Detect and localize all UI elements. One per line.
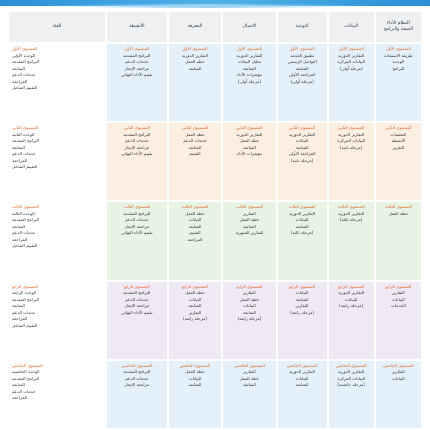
cell-line: التقييم bbox=[189, 230, 201, 236]
cell-line: (مرحلة رابعة) bbox=[237, 316, 262, 322]
cell-line: التقييم الشامل bbox=[12, 85, 38, 90]
cell-line: البرامج المقدمة bbox=[123, 52, 151, 58]
cell-heading: المستوى الأول bbox=[385, 46, 412, 51]
cell-line: التقارير الدورية bbox=[236, 52, 263, 58]
header-b: المعرفة bbox=[169, 12, 221, 42]
cell-heading: المستوى الثاني bbox=[236, 125, 263, 131]
cell-line: التقييم الشامل bbox=[12, 164, 38, 170]
cell-line: التقارير الدورية bbox=[181, 52, 208, 58]
cell-system bbox=[376, 361, 421, 428]
cell-line: تقييم الأداء النهائي bbox=[121, 72, 153, 77]
cell-heading: المستوى الثاني bbox=[385, 125, 412, 131]
cell-line: البيانات bbox=[295, 290, 309, 296]
header-who: التوعية bbox=[278, 12, 327, 42]
cell-line: المراجعة bbox=[187, 236, 203, 242]
cell-line: المتابعة bbox=[295, 65, 309, 71]
cell-heading: المستوى الأول bbox=[289, 46, 315, 51]
cell-line: الوحدة الأولى bbox=[12, 52, 36, 58]
cell-line: (مرحلة ثالثة) bbox=[339, 217, 363, 223]
cell-heading: المستوى الثاني bbox=[12, 125, 39, 131]
cell-content bbox=[226, 46, 272, 85]
cell-line: التقييم الشامل bbox=[12, 243, 38, 249]
cell-line: خدمات الدعم bbox=[183, 138, 207, 144]
cell-heading: المستوى الثاني bbox=[288, 125, 316, 131]
cell-line: تقييم الأداء النهائي bbox=[121, 309, 153, 315]
banner-swoosh bbox=[40, 4, 370, 8]
cell-t bbox=[107, 123, 167, 200]
cell-heading: المستوى الخامس bbox=[286, 362, 318, 368]
cell-heading: المستوى الثاني bbox=[181, 125, 209, 131]
cell-line: المتابعة bbox=[295, 223, 309, 229]
cell-line: خدمات الدعم bbox=[12, 72, 36, 77]
cell-content bbox=[332, 363, 371, 389]
cell-heading: المستوى الثالث bbox=[288, 204, 316, 210]
cell-line: المتابعة bbox=[188, 144, 202, 150]
cell-line: التواصل الرسمي bbox=[287, 59, 317, 64]
cell-mid bbox=[223, 202, 275, 279]
cell-line: المتابعة bbox=[12, 65, 25, 71]
cell-line: التقارير bbox=[188, 309, 202, 315]
cell-content bbox=[110, 363, 164, 389]
cell-heading: المستوى الأول bbox=[236, 46, 263, 51]
cell-heading: المستوى الثالث bbox=[235, 204, 263, 210]
cell-heading: المستوى الرابع bbox=[289, 283, 316, 289]
cell-t bbox=[107, 282, 167, 359]
cell-line: تقييم الأداء النهائي bbox=[121, 230, 153, 236]
cell-line: تقييم الأداء النهائي bbox=[121, 151, 153, 157]
cell-line: خدمات الدعم bbox=[125, 375, 149, 381]
cell-line: البيانات bbox=[188, 296, 202, 302]
table-row bbox=[9, 361, 421, 428]
cell-line: البرامج المقدمة bbox=[12, 296, 40, 302]
cell-line: البيانات bbox=[344, 296, 358, 302]
cell-content bbox=[226, 125, 272, 157]
cell-who bbox=[278, 123, 327, 200]
cell-k bbox=[9, 282, 105, 359]
cell-line: المتابعة bbox=[12, 144, 25, 150]
cell-content bbox=[12, 125, 102, 170]
cell-content bbox=[172, 46, 218, 72]
cell-content bbox=[332, 125, 371, 151]
header-system: النظام الأداء الصحة والبرامج bbox=[376, 12, 421, 42]
cell-line: الأنشطة bbox=[391, 138, 406, 144]
cell-content bbox=[12, 363, 102, 402]
cell-line: المتابعة bbox=[295, 144, 309, 150]
cell-line: البرامج المقدمة bbox=[123, 131, 151, 137]
cell-heading: المستوى الثالث bbox=[181, 204, 209, 210]
cell-line: التقارير bbox=[392, 290, 405, 296]
cell-line: خدمات الدعم bbox=[12, 309, 36, 315]
cell-content bbox=[281, 204, 324, 236]
cell-line: خدمات الدعم bbox=[12, 151, 36, 157]
cell-line: المتابعة bbox=[243, 144, 256, 150]
cell-line: المتابعة bbox=[188, 382, 202, 388]
cell-t bbox=[107, 202, 167, 279]
cell-content bbox=[172, 284, 218, 323]
cell-heading: المستوى الأول bbox=[124, 46, 150, 51]
cell-heading: المستوى الثاني bbox=[123, 125, 150, 131]
cell-line: المراجعة الأولى bbox=[288, 72, 316, 77]
cell-line: طريقة الاستفادة bbox=[384, 52, 413, 58]
cell-line: المتابعة bbox=[243, 382, 256, 388]
table-row bbox=[9, 282, 421, 359]
cell-data bbox=[329, 44, 374, 121]
cell-line: المتابعة bbox=[243, 309, 256, 315]
cell-line: مراجعة الإنجاز bbox=[124, 223, 150, 229]
cell-line: خطة العمل bbox=[185, 369, 205, 375]
cell-content bbox=[110, 204, 164, 236]
cell-heading: المستوى الرابع bbox=[338, 283, 365, 289]
cell-line: التقارير الشهرية bbox=[235, 230, 264, 236]
cell-content bbox=[379, 46, 418, 72]
cell-line: (مرحلة أولى) bbox=[237, 78, 262, 84]
cell-line: المتابعة bbox=[188, 303, 202, 309]
cell-line: المراجعة bbox=[12, 395, 28, 401]
cell-heading: المستوى الخامس bbox=[335, 362, 367, 368]
cell-line: البرامج المقدمة bbox=[12, 59, 40, 64]
cell-content bbox=[281, 125, 324, 164]
cell-line: البرامج bbox=[392, 65, 405, 71]
cell-b bbox=[169, 282, 221, 359]
cell-line: خدمات الدعم bbox=[125, 138, 149, 144]
cell-data bbox=[329, 282, 374, 359]
cell-content bbox=[12, 204, 102, 249]
cell-content bbox=[332, 284, 371, 310]
cell-b bbox=[169, 202, 221, 279]
cell-b bbox=[169, 123, 221, 200]
cell-line: مراجعة الإنجاز bbox=[124, 144, 150, 150]
cell-content bbox=[379, 284, 418, 310]
cell-line: البرامج المقدمة bbox=[123, 210, 151, 216]
cell-line: المتابعة bbox=[295, 382, 309, 388]
cell-line: خدمات الدعم bbox=[125, 59, 149, 64]
cell-line: التقارير bbox=[243, 210, 256, 216]
cell-line: البيانات bbox=[295, 138, 309, 144]
cell-line: التقارير bbox=[243, 369, 256, 375]
cell-heading: المستوى الأول bbox=[182, 46, 208, 51]
schedule-table bbox=[7, 10, 423, 430]
cell-content bbox=[172, 204, 218, 243]
cell-heading: المستوى الخامس bbox=[234, 362, 265, 368]
top-banner bbox=[0, 0, 430, 10]
cell-line: البرامج المقدمة bbox=[123, 369, 151, 375]
cell-line: البرامج المقدمة bbox=[12, 217, 40, 223]
cell-line: (مرحلة ثالثة) bbox=[290, 230, 314, 236]
cell-content bbox=[226, 204, 272, 236]
cell-line: مراجعة الإنجاز bbox=[124, 303, 150, 309]
cell-line: البيانات bbox=[392, 375, 405, 381]
cell-line: التقارير الدورية bbox=[338, 369, 365, 375]
cell-line: التقارير الدورية bbox=[338, 290, 365, 296]
cell-line: البيانات bbox=[392, 296, 405, 302]
cell-line: البرامج المقدمة bbox=[12, 138, 40, 144]
cell-content bbox=[281, 46, 324, 85]
cell-line: خدمات الدعم bbox=[125, 296, 149, 302]
cell-mid bbox=[223, 361, 275, 428]
cell-content bbox=[281, 284, 324, 316]
cell-who bbox=[278, 361, 327, 428]
cell-line: المراجعة bbox=[12, 316, 28, 322]
cell-line: خطة العمل bbox=[239, 375, 260, 381]
cell-heading: المستوى الرابع bbox=[12, 283, 38, 289]
cell-heading: المستوى الثالث bbox=[123, 204, 151, 210]
cell-content bbox=[281, 363, 324, 389]
cell-line: الوحدة bbox=[392, 59, 405, 64]
header-t: الأنشطة bbox=[107, 12, 167, 42]
cell-data bbox=[329, 123, 374, 200]
cell-content bbox=[172, 363, 218, 389]
cell-heading: المستوى الخامس bbox=[121, 362, 153, 368]
cell-content bbox=[226, 363, 272, 389]
cell-content bbox=[110, 46, 164, 78]
cell-system bbox=[376, 123, 421, 200]
cell-line: تحليل البيانات bbox=[237, 59, 262, 64]
cell-b bbox=[169, 44, 221, 121]
cell-line: خدمات الدعم bbox=[12, 388, 36, 394]
cell-line: المراجعة bbox=[12, 236, 28, 242]
cell-heading: المستوى الثاني bbox=[338, 125, 365, 131]
cell-t bbox=[107, 44, 167, 121]
cell-content bbox=[332, 46, 371, 72]
cell-heading: المستوى الرابع bbox=[385, 283, 412, 289]
cell-heading: المستوى الأول bbox=[12, 46, 38, 51]
table-row bbox=[9, 123, 421, 200]
cell-line: (مرحلة ثانية) bbox=[290, 157, 314, 163]
cell-line: المتابعة bbox=[12, 382, 25, 388]
cell-line: تطبيق الخدمة bbox=[290, 52, 314, 58]
cell-heading: المستوى الرابع bbox=[236, 283, 263, 289]
cell-content bbox=[110, 125, 164, 157]
cell-line: التعليمات bbox=[390, 131, 407, 137]
cell-line: الوحدة الثانية bbox=[12, 131, 35, 137]
cell-line: (مرحلة رابعة) bbox=[182, 316, 207, 322]
cell-line: التقارير الدورية bbox=[338, 210, 365, 216]
cell-line: البيانات المركزة bbox=[337, 375, 365, 381]
cell-line: الوحدة الرابعة bbox=[12, 290, 37, 296]
cell-content bbox=[226, 284, 272, 323]
cell-heading: المستوى الثالث bbox=[384, 204, 412, 210]
cell-t bbox=[107, 361, 167, 428]
cell-content bbox=[12, 46, 102, 91]
cell-line: البيانات المركزة bbox=[337, 138, 365, 144]
cell-who bbox=[278, 44, 327, 121]
cell-line: خدمات الدعم bbox=[12, 230, 36, 236]
cell-content bbox=[379, 363, 418, 382]
cell-line: التقارير الدورية bbox=[338, 131, 365, 137]
cell-line: مراجعة الإنجاز bbox=[124, 382, 150, 388]
cell-line: (مرحلة أولى) bbox=[339, 65, 363, 71]
cell-k bbox=[9, 361, 105, 428]
cell-line: الوحدة الثالثة bbox=[12, 210, 35, 216]
cell-line: المتابعة bbox=[243, 223, 256, 229]
cell-heading: المستوى الخامس bbox=[383, 362, 414, 368]
cell-line: خطة العمل bbox=[388, 210, 409, 216]
cell-line: المراجعة الأولى bbox=[288, 151, 316, 157]
cell-line: (مرحلة رابعة) bbox=[290, 309, 315, 315]
cell-who bbox=[278, 202, 327, 279]
cell-line: المراجعة bbox=[12, 157, 28, 163]
cell-line: خطة العمل bbox=[185, 59, 205, 64]
cell-content bbox=[379, 125, 418, 151]
cell-system bbox=[376, 44, 421, 121]
cell-line: البرامج المقدمة bbox=[123, 290, 151, 296]
cell-line: التقارير الدورية bbox=[236, 131, 263, 137]
cell-line: التقييم bbox=[189, 151, 201, 157]
header-mid: الاتصال bbox=[223, 12, 275, 42]
cell-line: المتابعة bbox=[295, 296, 309, 302]
cell-heading: المستوى الثالث bbox=[337, 204, 365, 210]
cell-who bbox=[278, 282, 327, 359]
cell-heading: المستوى الخامس bbox=[12, 362, 43, 368]
cell-mid bbox=[223, 282, 275, 359]
cell-b bbox=[169, 361, 221, 428]
cell-line: التقارير bbox=[295, 303, 309, 309]
header-k: الفئة bbox=[9, 12, 105, 42]
cell-line: الخدمات bbox=[390, 303, 406, 309]
table-row bbox=[9, 202, 421, 279]
cell-line: التقارير الدورية bbox=[338, 52, 365, 58]
cell-content bbox=[110, 284, 164, 316]
cell-line: (مرحلة خامسة) bbox=[337, 382, 365, 388]
cell-line: البيانات bbox=[188, 217, 202, 223]
cell-system bbox=[376, 202, 421, 279]
cell-line: المتابعة bbox=[188, 65, 202, 71]
cell-line: التقارير الدورية bbox=[289, 131, 316, 137]
cell-content bbox=[379, 204, 418, 217]
cell-k bbox=[9, 123, 105, 200]
cell-line: التقارير الدورية bbox=[289, 210, 316, 216]
cell-line: (مرحلة رابعة) bbox=[339, 303, 364, 309]
cell-line: (مرحلة أولى) bbox=[290, 78, 314, 84]
cell-heading: المستوى الأول bbox=[338, 46, 364, 51]
cell-line: (مرحلة ثانية) bbox=[339, 144, 363, 150]
cell-line: خطة العمل bbox=[239, 217, 260, 223]
cell-line: خطة العمل bbox=[239, 296, 260, 302]
cell-line: التقارير bbox=[392, 369, 405, 375]
cell-line: خطة العمل bbox=[185, 290, 205, 296]
cell-heading: المستوى الرابع bbox=[181, 283, 208, 289]
cell-mid bbox=[223, 44, 275, 121]
cell-heading: المستوى الرابع bbox=[123, 283, 150, 289]
cell-line: مؤشرات الأداء bbox=[236, 72, 263, 77]
cell-line: مراجعة الإنجاز bbox=[124, 65, 150, 71]
cell-content bbox=[332, 204, 371, 223]
cell-line: المتابعة bbox=[243, 65, 256, 71]
cell-line: البرامج المقدمة bbox=[12, 375, 40, 381]
cell-heading: المستوى الخامس bbox=[179, 362, 211, 368]
header-data: البيانات bbox=[329, 12, 374, 42]
cell-content bbox=[172, 125, 218, 157]
cell-line: الوحدة الخامسة bbox=[12, 369, 40, 375]
cell-line: خدمات الدعم bbox=[125, 217, 149, 223]
cell-system bbox=[376, 282, 421, 359]
cell-line: خطة العمل bbox=[239, 138, 260, 144]
cell-line: التقييم الشامل bbox=[12, 322, 38, 328]
cell-mid bbox=[223, 123, 275, 200]
cell-heading: المستوى الثالث bbox=[12, 204, 39, 210]
cell-k bbox=[9, 202, 105, 279]
header-row bbox=[9, 12, 421, 42]
cell-line: التقارير bbox=[243, 290, 256, 296]
cell-line: البيانات bbox=[295, 375, 309, 381]
cell-k bbox=[9, 44, 105, 121]
cell-line: المراجعة bbox=[12, 78, 28, 84]
cell-line: التقارير الدورية bbox=[289, 369, 316, 375]
cell-line: البيانات bbox=[243, 303, 256, 309]
cell-line: المتابعة bbox=[12, 303, 25, 309]
cell-line: التقرير bbox=[392, 144, 405, 150]
cell-line: خطة العمل bbox=[185, 210, 205, 216]
cell-line: خطة العمل bbox=[185, 131, 205, 137]
cell-line: البيانات bbox=[188, 375, 202, 381]
cell-line: البيانات bbox=[295, 217, 309, 223]
cell-content bbox=[12, 284, 102, 329]
cell-line: مؤشرات الأداء bbox=[236, 151, 263, 157]
table-row bbox=[9, 44, 421, 121]
cell-line: البيانات المركزة bbox=[337, 59, 365, 64]
cell-data bbox=[329, 202, 374, 279]
cell-line: المتابعة bbox=[12, 223, 25, 229]
cell-line: المتابعة bbox=[188, 223, 202, 229]
cell-data bbox=[329, 361, 374, 428]
